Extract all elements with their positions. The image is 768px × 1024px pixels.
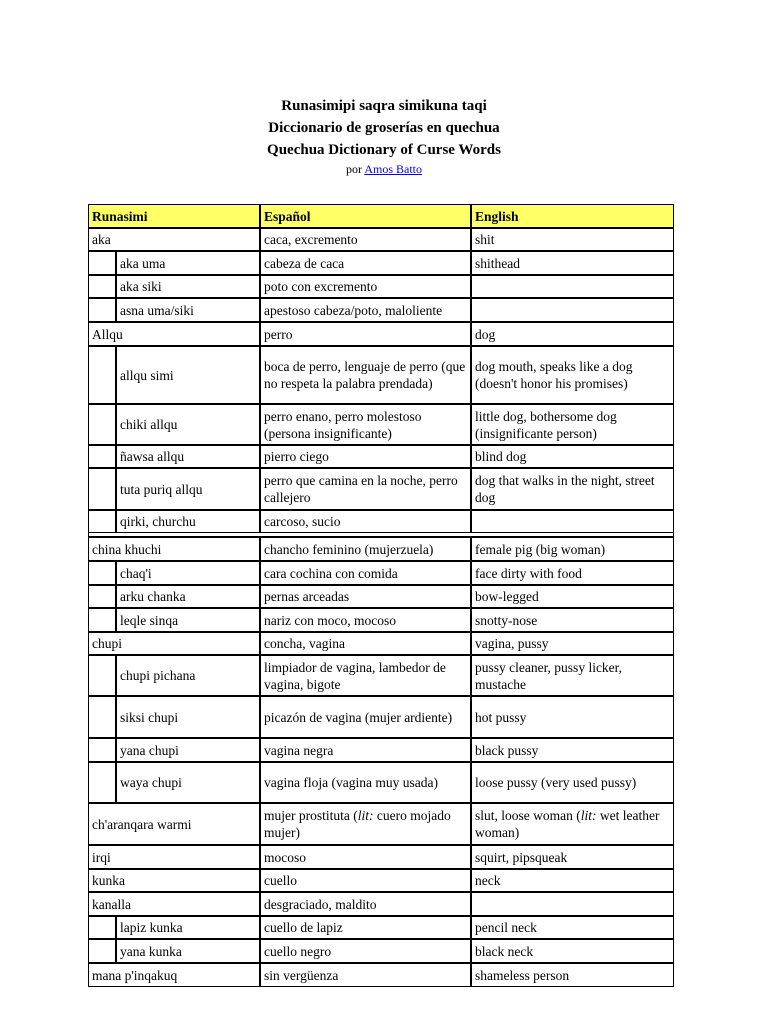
indent-cell bbox=[88, 655, 116, 696]
quechua-term: Allqu bbox=[88, 322, 260, 346]
indent-cell bbox=[88, 561, 116, 585]
english-translation: pencil neck bbox=[471, 916, 674, 939]
english-lit-marker: lit: bbox=[580, 808, 597, 823]
table-row bbox=[88, 632, 674, 655]
indent-cell bbox=[88, 510, 116, 533]
english-translation: female pig (big woman) bbox=[471, 537, 674, 561]
english-translation: hot pussy bbox=[471, 696, 674, 738]
english-translation: squirt, pipsqueak bbox=[471, 845, 674, 869]
quechua-term: chupi bbox=[88, 632, 260, 655]
spanish-translation: sin vergüenza bbox=[260, 963, 471, 987]
english-translation bbox=[471, 803, 674, 845]
english-translation: dog mouth, speaks like a dog (doesn't honor his promises) bbox=[471, 346, 674, 404]
spanish-translation: chancho feminino (mujerzuela) bbox=[260, 537, 471, 561]
quechua-subterm: yana chupi bbox=[116, 738, 260, 762]
table-row bbox=[88, 963, 674, 987]
english-translation: dog bbox=[471, 322, 674, 346]
spanish-translation: cabeza de caca bbox=[260, 251, 471, 275]
spanish-translation: desgraciado, maldito bbox=[260, 892, 471, 916]
quechua-subterm: chupi pichana bbox=[116, 655, 260, 696]
english-translation: black neck bbox=[471, 939, 674, 963]
spanish-translation: cuello de lapiz bbox=[260, 916, 471, 939]
indent-cell bbox=[88, 585, 116, 608]
spanish-translation: caca, excremento bbox=[260, 228, 471, 251]
english-translation: blind dog bbox=[471, 445, 674, 468]
spanish-translation: concha, vagina bbox=[260, 632, 471, 655]
indent-cell bbox=[88, 696, 116, 738]
indent-cell bbox=[88, 608, 116, 632]
quechua-subterm: siksi chupi bbox=[116, 696, 260, 738]
spanish-translation: mocoso bbox=[260, 845, 471, 869]
table-row bbox=[88, 916, 674, 939]
table-row bbox=[88, 537, 674, 561]
quechua-subterm: leqle sinqa bbox=[116, 608, 260, 632]
title-quechua: Runasimipi saqra simikuna taqi bbox=[281, 98, 487, 114]
title-english: Quechua Dictionary of Curse Words bbox=[267, 142, 501, 158]
english-translation: snotty-nose bbox=[471, 608, 674, 632]
quechua-subterm: yana kunka bbox=[116, 939, 260, 963]
byline-prefix: por bbox=[345, 162, 362, 176]
table-row bbox=[88, 561, 674, 585]
quechua-subterm: waya chupi bbox=[116, 762, 260, 803]
quechua-term: ch'aranqara warmi bbox=[88, 803, 260, 845]
spanish-translation: limpiador de vagina, lambedor de vagina, bigote bbox=[260, 655, 471, 696]
spanish-translation: carcoso, sucio bbox=[260, 510, 471, 533]
table-row bbox=[88, 696, 674, 738]
quechua-subterm: ñawsa allqu bbox=[116, 445, 260, 468]
table-row bbox=[88, 803, 674, 845]
indent-cell bbox=[88, 939, 116, 963]
indent-cell bbox=[88, 275, 116, 298]
quechua-term: mana p'inqakuq bbox=[88, 963, 260, 987]
table-row bbox=[88, 251, 674, 275]
english-translation: shameless person bbox=[471, 963, 674, 987]
byline bbox=[0, 161, 768, 177]
table-row bbox=[88, 738, 674, 762]
table-row bbox=[88, 892, 674, 916]
table-row bbox=[88, 869, 674, 892]
spanish-text-after: cuero mojado mujer) bbox=[264, 808, 451, 840]
english-translation: neck bbox=[471, 869, 674, 892]
english-translation: face dirty with food bbox=[471, 561, 674, 585]
indent-cell bbox=[88, 298, 116, 322]
table-row bbox=[88, 608, 674, 632]
english-translation: shithead bbox=[471, 251, 674, 275]
indent-cell bbox=[88, 738, 116, 762]
english-translation: vagina, pussy bbox=[471, 632, 674, 655]
english-translation: pussy cleaner, pussy licker, mustache bbox=[471, 655, 674, 696]
quechua-subterm: lapiz kunka bbox=[116, 916, 260, 939]
spanish-translation: perro bbox=[260, 322, 471, 346]
table-row bbox=[88, 275, 674, 298]
english-translation: loose pussy (very used pussy) bbox=[471, 762, 674, 803]
english-translation: little dog, bothersome dog (insignificante person) bbox=[471, 404, 674, 445]
quechua-term: aka bbox=[88, 228, 260, 251]
table-row bbox=[88, 346, 674, 404]
table-row bbox=[88, 228, 674, 251]
english-text-before: slut, loose woman ( bbox=[475, 808, 581, 823]
spanish-lit-marker: lit: bbox=[357, 808, 374, 823]
table-row bbox=[88, 762, 674, 803]
spanish-translation: pierro ciego bbox=[260, 445, 471, 468]
document-header bbox=[0, 95, 768, 177]
spanish-translation: vagina negra bbox=[260, 738, 471, 762]
quechua-term: kanalla bbox=[88, 892, 260, 916]
table-header-row bbox=[88, 204, 674, 228]
table-row bbox=[88, 468, 674, 510]
english-translation bbox=[471, 892, 674, 916]
quechua-term: irqi bbox=[88, 845, 260, 869]
indent-cell bbox=[88, 251, 116, 275]
table-row bbox=[88, 655, 674, 696]
indent-cell bbox=[88, 916, 116, 939]
spanish-translation: boca de perro, lenguaje de perro (que no respeta la palabra prendada) bbox=[260, 346, 471, 404]
author-link[interactable]: Amos Batto bbox=[364, 162, 422, 176]
spanish-translation: perro que camina en la noche, perro callejero bbox=[260, 468, 471, 510]
english-translation: bow-legged bbox=[471, 585, 674, 608]
quechua-term: kunka bbox=[88, 869, 260, 892]
table-row bbox=[88, 445, 674, 468]
table-row bbox=[88, 585, 674, 608]
english-translation bbox=[471, 298, 674, 322]
quechua-term: china khuchi bbox=[88, 537, 260, 561]
table-row bbox=[88, 322, 674, 346]
column-header-english: English bbox=[471, 204, 674, 228]
spanish-translation: vagina floja (vagina muy usada) bbox=[260, 762, 471, 803]
table-row bbox=[88, 404, 674, 445]
english-text-after: wet leather woman) bbox=[475, 808, 660, 840]
spanish-translation: picazón de vagina (mujer ardiente) bbox=[260, 696, 471, 738]
table-row bbox=[88, 510, 674, 533]
column-header-runasimi: Runasimi bbox=[88, 204, 260, 228]
indent-cell bbox=[88, 445, 116, 468]
indent-cell bbox=[88, 762, 116, 803]
quechua-subterm: allqu simi bbox=[116, 346, 260, 404]
spanish-translation: cuello bbox=[260, 869, 471, 892]
english-translation bbox=[471, 275, 674, 298]
table-row bbox=[88, 845, 674, 869]
title-spanish: Diccionario de groserías en quechua bbox=[268, 120, 500, 136]
quechua-subterm: qirki, churchu bbox=[116, 510, 260, 533]
quechua-subterm: chaq'i bbox=[116, 561, 260, 585]
english-translation: shit bbox=[471, 228, 674, 251]
quechua-subterm: tuta puriq allqu bbox=[116, 468, 260, 510]
spanish-translation: nariz con moco, mocoso bbox=[260, 608, 471, 632]
quechua-subterm: chiki allqu bbox=[116, 404, 260, 445]
quechua-subterm: aka uma bbox=[116, 251, 260, 275]
quechua-subterm: aka siki bbox=[116, 275, 260, 298]
indent-cell bbox=[88, 404, 116, 445]
column-header-espanol: Español bbox=[260, 204, 471, 228]
indent-cell bbox=[88, 468, 116, 510]
english-translation: dog that walks in the night, street dog bbox=[471, 468, 674, 510]
spanish-translation: cara cochina con comida bbox=[260, 561, 471, 585]
spanish-translation bbox=[260, 803, 471, 845]
table-row bbox=[88, 939, 674, 963]
english-translation bbox=[471, 510, 674, 533]
indent-cell bbox=[88, 346, 116, 404]
spanish-translation: perro enano, perro molestoso (persona insignificante) bbox=[260, 404, 471, 445]
table-row bbox=[88, 298, 674, 322]
quechua-subterm: asna uma/siki bbox=[116, 298, 260, 322]
quechua-subterm: arku chanka bbox=[116, 585, 260, 608]
english-translation: black pussy bbox=[471, 738, 674, 762]
spanish-text-before: mujer prostituta ( bbox=[264, 808, 358, 823]
dictionary-table bbox=[88, 204, 674, 987]
spanish-translation: apestoso cabeza/poto, maloliente bbox=[260, 298, 471, 322]
spanish-translation: poto con excremento bbox=[260, 275, 471, 298]
spanish-translation: pernas arceadas bbox=[260, 585, 471, 608]
spanish-translation: cuello negro bbox=[260, 939, 471, 963]
